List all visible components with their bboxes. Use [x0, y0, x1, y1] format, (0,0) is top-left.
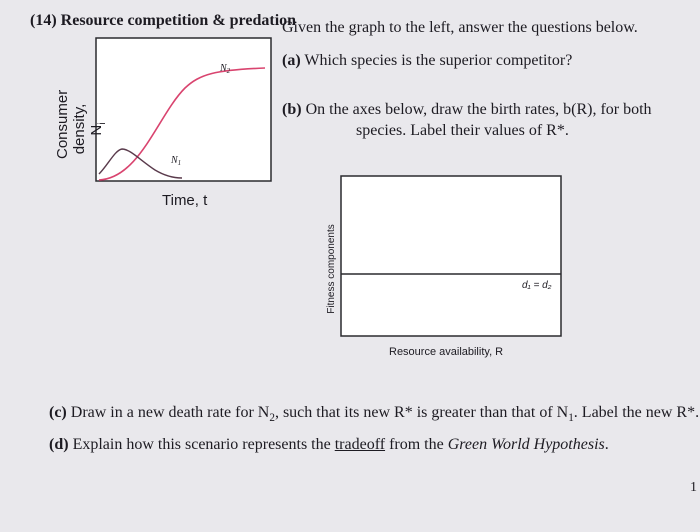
question-c-text-after: . Label the new R*. — [573, 404, 700, 421]
question-b-line2: species. Label their values of R*. — [356, 122, 569, 139]
right-graph-frame — [341, 176, 561, 336]
n2-curve-label: $N_2$ — [220, 63, 231, 75]
question-b-label: (b) — [282, 101, 302, 118]
left-graph-x-label: Time, t — [162, 192, 208, 209]
y-label-sub: i — [96, 122, 108, 125]
question-c-sub2: 1 — [568, 412, 574, 425]
problem-heading: (14) Resource competition & predation — [30, 12, 297, 29]
question-d-text-mid: from the — [385, 436, 448, 453]
question-d-label: (d) — [49, 436, 69, 453]
left-graph-frame — [96, 38, 271, 181]
y-label-line1: Consumer — [54, 89, 71, 159]
question-d-underlined: tradeoff — [334, 436, 386, 453]
y-label-line2 — [71, 99, 111, 159]
death-rate-label: d₁ = d₂ — [522, 280, 552, 291]
question-a-text: Which species is the superior competitor? — [304, 52, 573, 69]
question-d-italic: Green World Hypothesis — [447, 436, 605, 453]
question-c — [49, 404, 699, 424]
y-label-line2-text: density, N — [71, 103, 105, 155]
question-b-line1: On the axes below, draw the birth rates, b(R), for both — [305, 101, 652, 118]
right-graph-y-label: Fitness components — [326, 224, 337, 314]
page-edge-mark: 1 — [690, 480, 697, 495]
n1-curve-label: $N_1$ — [171, 155, 182, 167]
question-c-text-mid: , such that its new R* is greater than that of N — [274, 404, 569, 421]
intro-text: Given the graph to the left, answer the questions below. — [282, 19, 638, 36]
question-c-sub1: 2 — [269, 412, 275, 425]
question-d-text-after: . — [604, 436, 609, 453]
question-c-text-before: Draw in a new death rate for N — [70, 404, 270, 421]
question-d — [49, 436, 609, 454]
question-c-label: (c) — [49, 404, 67, 421]
question-a-label: (a) — [282, 52, 301, 69]
left-graph-y-label — [54, 89, 111, 159]
right-graph-x-label: Resource availability, R — [389, 346, 504, 358]
question-d-text-before: Explain how this scenario represents the — [72, 436, 335, 453]
